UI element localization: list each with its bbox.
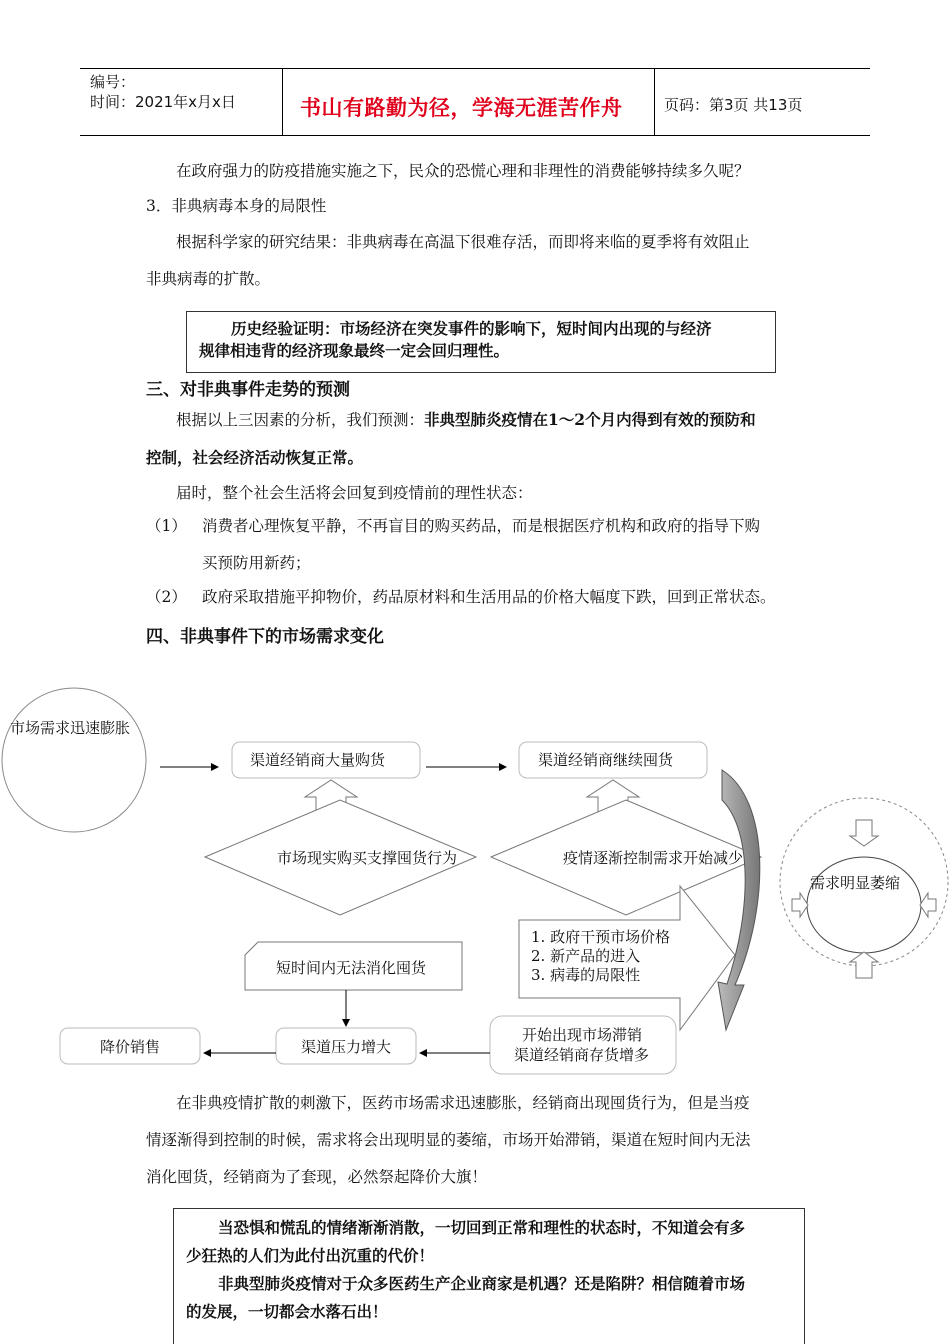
- paragraph-5-line-3: 消化囤货，经销商为了套现，必然祭起降价大旗！: [146, 1168, 488, 1186]
- market-expand-circle: [2, 688, 146, 832]
- inward-arrow-left: [792, 893, 808, 917]
- epidemic-control-label: 疫情逐渐控制需求开始减少: [563, 849, 744, 867]
- section-3-heading: 三、对非典事件走势的预测: [146, 380, 350, 400]
- channel-pressure-label: 渠道压力增大: [301, 1038, 392, 1056]
- paragraph-5-line-2: 情逐渐得到控制的时候，需求将会出现明显的萎缩，市场开始滞销，渠道在短时间内无法: [146, 1131, 751, 1149]
- callout-1-line-2: 规律相违背的经济现象最终一定会回归理性。: [199, 341, 510, 360]
- paragraph-2-line-1: 根据科学家的研究结果：非典病毒在高温下很难存活，而即将来临的夏季将有效阻止: [176, 233, 750, 251]
- factor-3-label: 3. 病毒的局限性: [531, 966, 641, 984]
- factor-1-label: 1. 政府干预市场价格: [531, 928, 671, 946]
- list-1-number: （1）: [146, 517, 187, 535]
- demand-shrink-label: 需求明显萎缩: [810, 874, 901, 892]
- market-demand-flow-diagram: [0, 680, 950, 1080]
- list-2-number: （2）: [146, 588, 187, 606]
- callout-2-line-3: 非典型肺炎疫情对于众多医药生产企业商家是机遇？还是陷阱？相信随着市场: [218, 1274, 746, 1293]
- callout-2-line-4: 的发展，一切都会水落石出！: [186, 1302, 388, 1321]
- paragraph-3-bold-1: 非典型肺炎疫情在1～2个月内得到有效的预防和: [424, 410, 756, 429]
- slow-sales-label-line-2: 渠道经销商存货增多: [514, 1046, 650, 1064]
- inward-arrow-right: [920, 893, 936, 917]
- paragraph-2-line-2: 非典病毒的扩散。: [146, 270, 271, 288]
- callout-box-conclusion: [173, 1208, 805, 1344]
- curved-decline-arrow: [718, 770, 760, 1030]
- slow-sales-label-line-1: 开始出现市场滞销: [522, 1026, 643, 1044]
- date-label: 时间：2021年x月x日: [90, 93, 236, 111]
- list-2-line-1: 政府采取措施平抑物价，药品原材料和生活用品的价格大幅度下跌，回到正常状态。: [202, 588, 776, 606]
- header-divider-right: [654, 68, 655, 135]
- paragraph-1: 在政府强力的防疫措施实施之下，民众的恐慌心理和非理性的消费能够持续多久呢？: [176, 162, 750, 180]
- callout-2-line-1: 当恐惧和慌乱的情绪渐渐消散，一切回到正常和理性的状态时，不知道会有多: [218, 1218, 746, 1237]
- motto: 书山有路勤为径，学海无涯苦作舟: [300, 96, 623, 120]
- callout-2-line-2: 少狂热的人们为此付出沉重的代价！: [186, 1246, 435, 1265]
- paragraph-3-line-1: [176, 409, 756, 431]
- serial-label: 编号：: [90, 73, 136, 91]
- dealer-buy-label: 渠道经销商大量购货: [250, 751, 386, 769]
- header-top-rule: [80, 68, 870, 69]
- paragraph-4: 届时，整个社会生活将会回复到疫情前的理性状态：: [176, 484, 533, 502]
- inward-arrow-top: [850, 820, 878, 846]
- dealer-continue-label: 渠道经销商继续囤货: [538, 751, 674, 769]
- item-3-title: 3．非典病毒本身的局限性: [146, 197, 327, 215]
- price-cut-label: 降价销售: [100, 1038, 161, 1056]
- cannot-digest-label: 短时间内无法消化囤货: [276, 959, 427, 977]
- list-1-line-1: 消费者心理恢复平静，不再盲目的购买药品，而是根据医疗机构和政府的指导下购: [202, 517, 761, 535]
- paragraph-3-bold-2: 控制，社会经济活动恢复正常。: [146, 448, 364, 467]
- header-bottom-rule: [80, 135, 870, 136]
- paragraph-5-line-1: 在非典疫情扩散的刺激下，医药市场需求迅速膨胀，经销商出现囤货行为，但是当疫: [176, 1094, 750, 1112]
- purchase-support-label: 市场现实购买支撑囤货行为: [277, 849, 458, 867]
- callout-1-line-1: 历史经验证明：市场经济在突发事件的影响下，短时间内出现的与经济: [231, 319, 712, 338]
- factor-2-label: 2. 新产品的进入: [531, 947, 641, 965]
- list-1-line-2: 买预防用新药；: [202, 554, 311, 572]
- paragraph-3-prefix: 根据以上三因素的分析，我们预测：: [176, 411, 425, 429]
- section-4-heading: 四、非典事件下的市场需求变化: [146, 627, 384, 647]
- callout-box-history: [186, 311, 776, 373]
- page-number: 页码：第3页 共13页: [664, 96, 803, 114]
- header-divider-left: [282, 68, 283, 135]
- market-expand-label: 市场需求迅速膨胀: [10, 719, 131, 737]
